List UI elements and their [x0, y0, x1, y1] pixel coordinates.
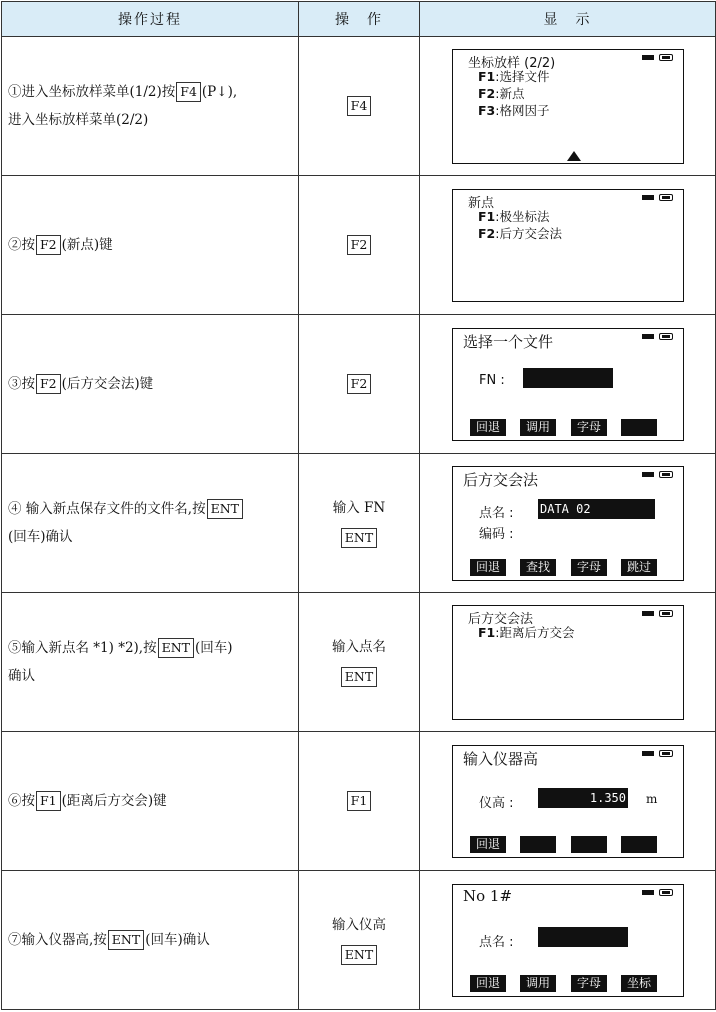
softkey-bar [470, 559, 680, 577]
operation-text: 输入 FN [332, 500, 386, 516]
page-down-arrow-icon [567, 151, 581, 161]
step-text: (距离后方交会)键 [61, 793, 167, 809]
softkey: 坐标 [621, 975, 657, 992]
softkey: 字母 [571, 975, 607, 992]
header-operation: 操 作 [299, 2, 420, 37]
softkey [571, 836, 607, 853]
header-display: 显 示 [420, 2, 716, 37]
table-row [2, 315, 716, 454]
step-text: 进入坐标放样菜单(2/2) [8, 112, 149, 128]
step-text: 确认 [8, 668, 35, 684]
softkey: 字母 [571, 559, 607, 576]
softkey: 回退 [470, 559, 506, 576]
step-cell [2, 37, 299, 176]
device-screen [452, 466, 684, 581]
screen-title: 后方交会法 [463, 470, 539, 489]
step-text: ②按 [8, 237, 35, 253]
display-cell [420, 315, 716, 454]
step-text: (回车)确认 [145, 932, 210, 948]
step-cell [2, 871, 299, 1010]
device-screen [452, 49, 684, 164]
softkey [621, 419, 657, 436]
device-screen [452, 605, 684, 720]
operation-cell [299, 454, 420, 593]
step-text: (P↓), [201, 84, 238, 100]
step-cell [2, 593, 299, 732]
unit-label: m [646, 791, 658, 806]
step-text: (回车) [195, 640, 233, 656]
key-badge: ENT [158, 638, 194, 658]
softkey: 调用 [520, 419, 556, 436]
menu-item: F1:距离后方交会 [478, 624, 575, 640]
softkey [621, 836, 657, 853]
key-badge: F4 [176, 82, 201, 102]
step-text: (后方交会法)键 [61, 376, 154, 392]
instrument-height-input: 1.350 [538, 788, 628, 808]
key-badge: ENT [341, 667, 377, 687]
table-row [2, 37, 716, 176]
field-label: 点名 : [479, 505, 514, 521]
device-screen [452, 745, 684, 858]
softkey: 字母 [571, 419, 607, 436]
operation-cell [299, 315, 420, 454]
softkey: 回退 [470, 836, 506, 853]
screen-title: 新点 [468, 195, 495, 211]
battery-icon [642, 889, 674, 896]
menu-item: F1:选择文件 [478, 68, 550, 84]
screen-title: No 1# [463, 886, 513, 905]
device-screen [452, 328, 684, 441]
menu-item: F3:格网因子 [478, 102, 550, 118]
display-cell [420, 593, 716, 732]
table-row [2, 871, 716, 1010]
softkey: 调用 [520, 975, 556, 992]
softkey: 跳过 [621, 559, 657, 576]
step-text: ⑥按 [8, 793, 35, 809]
device-screen [452, 884, 684, 997]
display-cell [420, 871, 716, 1010]
header-process: 操作过程 [2, 2, 299, 37]
field-label: 编码 : [479, 526, 514, 542]
menu-item: F2:后方交会法 [478, 225, 562, 241]
step-cell [2, 732, 299, 871]
step-text: (新点)键 [61, 237, 113, 253]
step-cell [2, 315, 299, 454]
operation-text: 输入点名 [332, 639, 386, 655]
menu-item: F2:新点 [478, 85, 525, 101]
point-name-input [538, 927, 628, 947]
step-cell [2, 176, 299, 315]
key-badge: ENT [207, 499, 243, 519]
softkey: 回退 [470, 975, 506, 992]
key-badge: F4 [347, 96, 372, 116]
table-row [2, 176, 716, 315]
operation-cell [299, 593, 420, 732]
header-row [2, 2, 716, 37]
menu-item: F1:极坐标法 [478, 208, 550, 224]
display-cell [420, 176, 716, 315]
operation-cell [299, 37, 420, 176]
softkey: 回退 [470, 419, 506, 436]
screen-title: 后方交会法 [468, 611, 534, 627]
battery-icon [642, 194, 674, 201]
battery-icon [642, 333, 674, 340]
key-badge: F1 [347, 791, 372, 811]
field-label: 点名 : [479, 934, 514, 950]
file-name-input [523, 368, 613, 388]
operation-text: 输入仪高 [332, 917, 386, 933]
softkey: 查找 [520, 559, 556, 576]
operation-cell [299, 176, 420, 315]
key-badge: F1 [36, 791, 61, 811]
softkey-bar [470, 975, 680, 993]
screen-title: 选择一个文件 [463, 332, 554, 351]
battery-icon [642, 471, 674, 478]
battery-icon [642, 54, 674, 61]
step-text: ④ 输入新点保存文件的文件名,按 [8, 501, 206, 517]
step-text: ③按 [8, 376, 35, 392]
step-text: (回车)确认 [8, 529, 73, 545]
procedure-table [1, 1, 716, 1010]
screen-title: 坐标放样 (2/2) [468, 55, 556, 71]
display-cell [420, 454, 716, 593]
table-row [2, 732, 716, 871]
key-badge: ENT [108, 930, 144, 950]
field-label: 仪高 : [479, 795, 514, 811]
step-text: ⑦输入仪器高,按 [8, 932, 107, 948]
step-text: ⑤输入新点名 *1) *2),按 [8, 640, 157, 656]
field-label: FN : [479, 372, 505, 388]
softkey [520, 836, 556, 853]
step-text: ①进入坐标放样菜单(1/2)按 [8, 84, 176, 100]
display-cell [420, 732, 716, 871]
battery-icon [642, 610, 674, 617]
table-row [2, 593, 716, 732]
battery-icon [642, 750, 674, 757]
device-screen [452, 189, 684, 302]
key-badge: F2 [36, 374, 61, 394]
display-cell [420, 37, 716, 176]
softkey-bar [470, 836, 680, 854]
operation-cell [299, 871, 420, 1010]
key-badge: F2 [347, 235, 372, 255]
point-name-input: DATA 02 [538, 499, 655, 519]
screen-title: 输入仪器高 [463, 749, 539, 768]
softkey-bar [470, 419, 680, 437]
step-cell [2, 454, 299, 593]
key-badge: ENT [341, 528, 377, 548]
key-badge: ENT [341, 945, 377, 965]
table-row [2, 454, 716, 593]
key-badge: F2 [347, 374, 372, 394]
operation-cell [299, 732, 420, 871]
key-badge: F2 [36, 235, 61, 255]
